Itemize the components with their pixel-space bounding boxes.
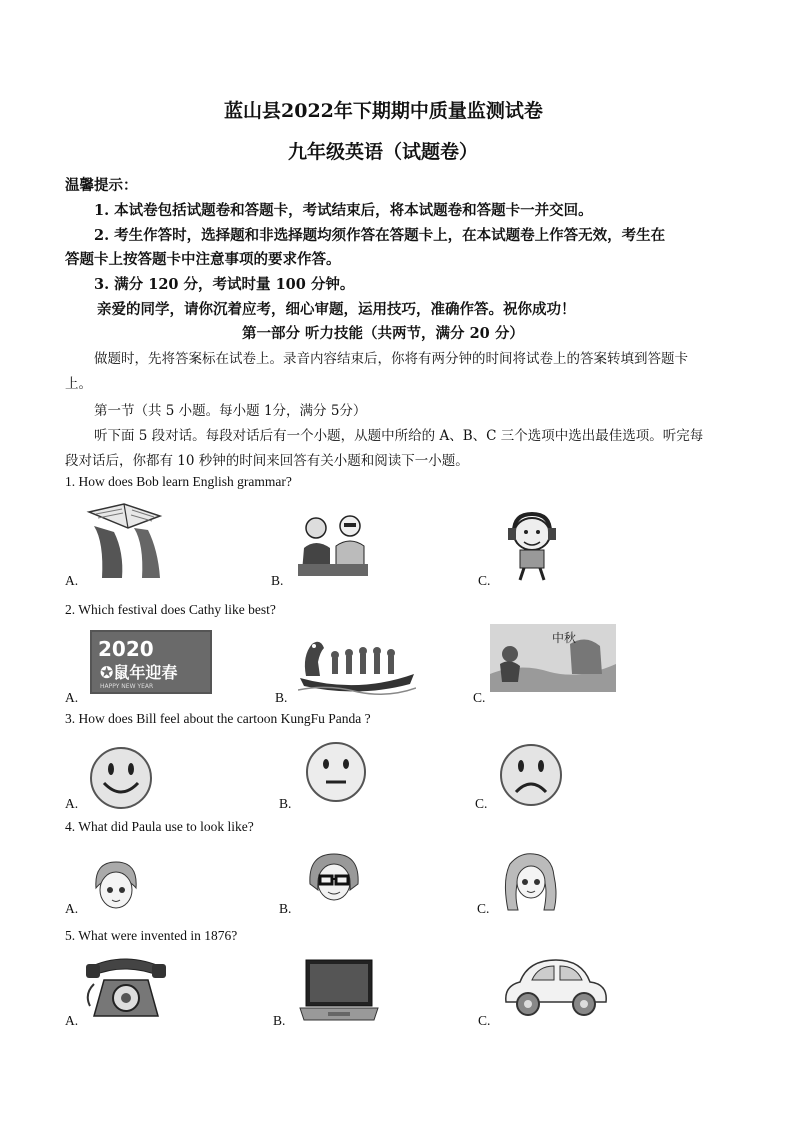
spring-festival-image <box>90 630 212 694</box>
notice-item-1: 1. 本试卷包括试题卷和答题卡，考试结束后，将本试题卷和答题卡一并交回。 <box>94 202 593 219</box>
q1-option-b[interactable]: B. <box>271 573 284 588</box>
notice-wish: 亲爱的同学，请你沉着应考，细心审题，运用技巧，准确作答。祝你成功！ <box>97 301 576 318</box>
q5-option-b[interactable]: B. <box>273 1013 286 1028</box>
happy-face-image <box>88 745 154 811</box>
q1-option-c[interactable]: C. <box>478 573 491 588</box>
car-image <box>498 952 614 1024</box>
question-4: 4. What did Paula use to look like? <box>65 819 254 834</box>
question-3: 3. How does Bill feel about the cartoon KungFu Panda ? <box>65 711 371 726</box>
telephone-image <box>84 954 168 1020</box>
book-reading-image <box>84 502 166 580</box>
section1-heading: 第一节（共 5 小题。每小题 1分，满分 5分） <box>94 403 367 419</box>
q4-option-b[interactable]: B. <box>279 901 292 916</box>
spring-festival-small: HAPPY NEW YEAR <box>100 683 154 690</box>
q3-option-c[interactable]: C. <box>475 796 488 811</box>
sad-face-image <box>498 742 564 808</box>
q1-option-a[interactable]: A. <box>65 573 79 588</box>
question-5: 5. What were invented in 1876? <box>65 928 238 943</box>
notice-item-2-line-1: 2. 考生作答时，选择题和非选择题均须作答在答题卡上，在本试题卷上作答无效，考生在 <box>94 227 666 244</box>
section1-instr-line-1: 听下面 5 段对话。每段对话后有一个小题，从题中所给的 A、B、C 三个选项中选出最佳选项。听完每 <box>94 428 704 444</box>
q4-option-a[interactable]: A. <box>65 901 79 916</box>
dragon-boat-image <box>298 632 416 698</box>
exam-title: 蓝山县2022年下期期中质量监测试卷 <box>224 100 543 122</box>
part1-intro-line-1: 做题时，先将答案标在试卷上。录音内容结束后，你将有两分钟的时间将试卷上的答案转填到答题卡 <box>94 351 688 367</box>
short-hair-girl-image <box>90 858 142 914</box>
section1-instr-line-2: 段对话后，你都有 10 秒钟的时间来回答有关小题和阅读下一小题。 <box>65 453 469 469</box>
question-2: 2. Which festival does Cathy like best? <box>65 602 276 617</box>
q5-option-c[interactable]: C. <box>478 1013 491 1028</box>
part1-intro-line-2: 上。 <box>65 376 92 392</box>
exam-subtitle: 九年级英语（试题卷） <box>288 141 479 163</box>
laptop-image <box>298 958 380 1024</box>
long-hair-girl-image <box>500 850 562 912</box>
mid-autumn-image <box>490 624 616 692</box>
glasses-girl-image <box>306 850 362 906</box>
q2-option-c[interactable]: C. <box>473 690 486 705</box>
spring-festival-year: 2020 <box>98 637 154 661</box>
q5-option-a[interactable]: A. <box>65 1013 79 1028</box>
q3-option-a[interactable]: A. <box>65 796 79 811</box>
q4-option-c[interactable]: C. <box>477 901 490 916</box>
headphone-cartoon-image <box>496 510 568 582</box>
spring-festival-text: ✪鼠年迎春 <box>100 663 178 682</box>
q2-option-b[interactable]: B. <box>275 690 288 705</box>
q3-option-b[interactable]: B. <box>279 796 292 811</box>
notice-heading: 温馨提示： <box>65 177 138 194</box>
part1-heading: 第一部分 听力技能（共两节，满分 20 分） <box>242 325 524 342</box>
question-1: 1. How does Bob learn English grammar? <box>65 474 292 489</box>
mid-autumn-text: 中秋 <box>552 631 577 645</box>
neutral-face-image <box>304 740 368 804</box>
teacher-student-image <box>294 512 372 578</box>
notice-item-2-line-2: 答题卡上按答题卡中注意事项的要求作答。 <box>65 251 341 268</box>
q2-option-a[interactable]: A. <box>65 690 79 705</box>
notice-item-3: 3. 满分 120 分，考试时量 100 分钟。 <box>94 276 355 293</box>
